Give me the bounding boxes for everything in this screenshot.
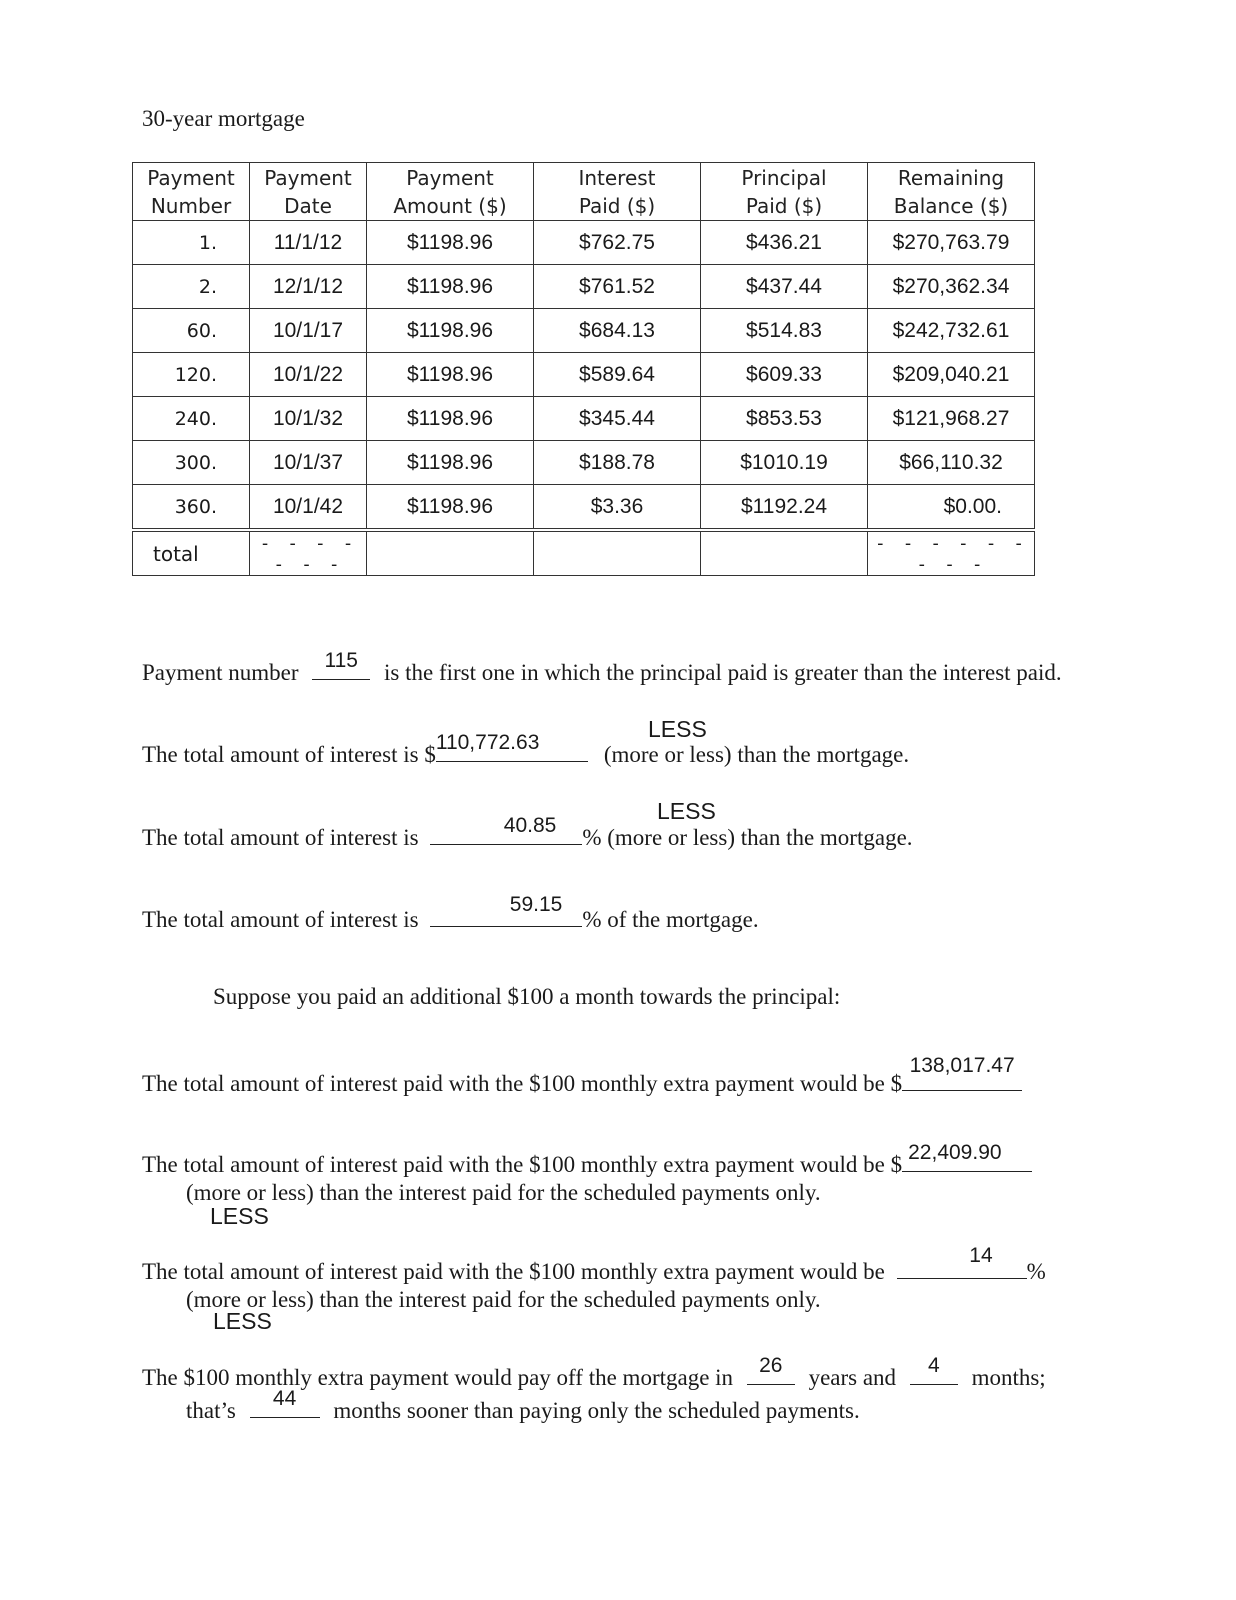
- q5-prefix: The total amount of interest paid with the $100 monthly extra payment would be $: [142, 1071, 903, 1096]
- cell-payment-date: 10/1/22: [250, 353, 367, 397]
- cell-interest-paid: $3.36: [534, 485, 701, 531]
- total-interest-paid-cell: [534, 530, 701, 576]
- q7-prefix: The total amount of interest paid with the $100 monthly extra payment would be: [142, 1259, 885, 1284]
- q2-above-answer: LESS: [648, 716, 707, 742]
- cell-remaining-balance: $209,040.21: [868, 353, 1035, 397]
- cell-payment-number: 240.: [133, 397, 250, 441]
- cell-payment-number: 360.: [133, 485, 250, 531]
- q8-line2: [186, 1387, 860, 1424]
- header-payment-number: [133, 163, 250, 221]
- total-principal-paid-cell: [701, 530, 868, 576]
- header-line: Payment: [406, 165, 494, 190]
- question-total-interest-percent-diff: [142, 814, 913, 851]
- header-interest-paid: [534, 163, 701, 221]
- table-row: [133, 265, 1035, 309]
- q8-months-answer: 4: [927, 1354, 940, 1377]
- header-line: Payment: [264, 165, 352, 190]
- table-row: [133, 221, 1035, 265]
- q8-months-blank[interactable]: [910, 1354, 958, 1385]
- q5-answer-blank[interactable]: [902, 1054, 1022, 1091]
- q8-part3: months;: [971, 1365, 1046, 1390]
- header-line: Amount ($): [393, 193, 507, 218]
- cell-payment-date: 10/1/42: [250, 485, 367, 531]
- q1-answer: 115: [324, 649, 358, 672]
- header-payment-date: [250, 163, 367, 221]
- q8-part2: years and: [808, 1365, 897, 1390]
- cell-interest-paid: $762.75: [534, 221, 701, 265]
- cell-remaining-balance: $0.00.: [868, 485, 1035, 531]
- cell-payment-amount: $1198.96: [367, 221, 534, 265]
- q4-suffix: % of the mortgage.: [582, 907, 759, 932]
- cell-payment-date: 10/1/32: [250, 397, 367, 441]
- cell-principal-paid: $609.33: [701, 353, 868, 397]
- cell-interest-paid: $188.78: [534, 441, 701, 485]
- cell-payment-number: 2.: [133, 265, 250, 309]
- cell-remaining-balance: $121,968.27: [868, 397, 1035, 441]
- q1-suffix: is the first one in which the principal paid is greater than the interest paid.: [384, 660, 1062, 685]
- q7-answer-blank[interactable]: [897, 1244, 1027, 1279]
- question-payment-number: [142, 649, 1062, 686]
- cell-payment-date: 10/1/17: [250, 309, 367, 353]
- q6-line2: (more or less) than the interest paid for the scheduled payments only.: [186, 1180, 821, 1205]
- cell-remaining-balance: $270,362.34: [868, 265, 1035, 309]
- cell-payment-amount: $1198.96: [367, 441, 534, 485]
- q3-answer-blank[interactable]: [430, 814, 582, 845]
- question-total-interest-dollars: [142, 731, 910, 768]
- cell-principal-paid: $1010.19: [701, 441, 868, 485]
- table-row: [133, 353, 1035, 397]
- cell-remaining-balance: $270,763.79: [868, 221, 1035, 265]
- q2-prefix: The total amount of interest is $: [142, 742, 436, 767]
- q1-prefix: Payment number: [142, 660, 299, 685]
- q8-years-blank[interactable]: [747, 1354, 795, 1385]
- header-principal-paid: [701, 163, 868, 221]
- cell-principal-paid: $853.53: [701, 397, 868, 441]
- document-title: 30-year mortgage: [142, 106, 305, 131]
- q3-prefix: The total amount of interest is: [142, 825, 419, 850]
- q2-suffix: (more or less) than the mortgage.: [603, 742, 910, 767]
- table-total-row: [133, 530, 1035, 576]
- q6-below-answer: LESS: [210, 1203, 269, 1229]
- header-line: Interest: [578, 165, 656, 190]
- question-extra-interest-diff-dollars: [142, 1141, 1032, 1178]
- cell-payment-number: 300.: [133, 441, 250, 485]
- table-row: [133, 441, 1035, 485]
- header-line: Remaining: [897, 165, 1005, 190]
- q5-answer: 138,017.47: [909, 1054, 1015, 1077]
- cell-remaining-balance: $242,732.61: [868, 309, 1035, 353]
- q6-answer: 22,409.90: [908, 1141, 1002, 1164]
- cell-interest-paid: $761.52: [534, 265, 701, 309]
- total-balance-dashes: - - - - - - - - -: [868, 530, 1035, 576]
- q7-suffix: %: [1026, 1259, 1046, 1284]
- header-line: Payment: [147, 165, 235, 190]
- cell-interest-paid: $345.44: [534, 397, 701, 441]
- q8-part1: The $100 monthly extra payment would pay off the mortgage in: [142, 1365, 734, 1390]
- cell-principal-paid: $514.83: [701, 309, 868, 353]
- table-header-row: [133, 163, 1035, 221]
- total-label: total: [133, 530, 250, 576]
- cell-principal-paid: $437.44: [701, 265, 868, 309]
- total-date-dashes: - - - - - - -: [250, 530, 367, 576]
- cell-interest-paid: $589.64: [534, 353, 701, 397]
- cell-principal-paid: $1192.24: [701, 485, 868, 531]
- q8-sooner-answer: 44: [272, 1387, 297, 1410]
- header-line: Paid ($): [578, 193, 656, 218]
- q2-answer: 110,772.63: [435, 731, 540, 754]
- q1-answer-blank[interactable]: [312, 649, 370, 680]
- cell-payment-number: 1.: [133, 221, 250, 265]
- mortgage-table: [132, 162, 1035, 576]
- cell-payment-amount: $1198.96: [367, 265, 534, 309]
- header-line: Paid ($): [745, 193, 823, 218]
- cell-payment-date: 12/1/12: [250, 265, 367, 309]
- header-line: Number: [150, 193, 232, 218]
- cell-payment-amount: $1198.96: [367, 309, 534, 353]
- total-payment-amount-cell: [367, 530, 534, 576]
- q3-answer: 40.85: [503, 814, 557, 837]
- q4-prefix: The total amount of interest is: [142, 907, 419, 932]
- q3-above-answer: LESS: [657, 798, 716, 824]
- q8-years-answer: 26: [759, 1354, 783, 1377]
- cell-principal-paid: $436.21: [701, 221, 868, 265]
- q6-answer-blank[interactable]: [902, 1141, 1032, 1172]
- header-remaining-balance: [868, 163, 1035, 221]
- cell-payment-number: 120.: [133, 353, 250, 397]
- header-payment-amount: [367, 163, 534, 221]
- cell-payment-amount: $1198.96: [367, 353, 534, 397]
- q8-sooner-blank[interactable]: [250, 1387, 320, 1418]
- table-row: [133, 397, 1035, 441]
- cell-payment-number: 60.: [133, 309, 250, 353]
- question-total-interest-percent-of: [142, 893, 759, 933]
- q8-line2-suffix: months sooner than paying only the scheduled payments.: [333, 1398, 860, 1423]
- q7-answer: 14: [969, 1244, 993, 1267]
- q4-answer: 59.15: [509, 893, 563, 916]
- q4-answer-blank[interactable]: [430, 893, 582, 927]
- cell-payment-amount: $1198.96: [367, 485, 534, 531]
- header-line: Balance ($): [893, 193, 1009, 218]
- question-extra-interest-diff-percent: [142, 1244, 1046, 1285]
- q3-suffix: % (more or less) than the mortgage.: [582, 825, 913, 850]
- cell-payment-date: 10/1/37: [250, 441, 367, 485]
- cell-interest-paid: $684.13: [534, 309, 701, 353]
- cell-remaining-balance: $66,110.32: [868, 441, 1035, 485]
- cell-payment-amount: $1198.96: [367, 397, 534, 441]
- q8-line2-prefix: that’s: [186, 1398, 236, 1423]
- q7-below-answer: LESS: [213, 1308, 272, 1334]
- table-row: [133, 485, 1035, 531]
- header-line: Principal: [741, 165, 827, 190]
- q6-prefix: The total amount of interest paid with the $100 monthly extra payment would be $: [142, 1152, 903, 1177]
- q2-answer-blank[interactable]: [435, 731, 588, 762]
- cell-payment-date: 11/1/12: [250, 221, 367, 265]
- header-line: Date: [284, 193, 332, 218]
- table-row: [133, 309, 1035, 353]
- extra-payment-intro: Suppose you paid an additional $100 a month towards the principal:: [213, 984, 841, 1009]
- q7-line2: (more or less) than the interest paid for the scheduled payments only.: [186, 1287, 821, 1312]
- question-extra-interest-total: [142, 1054, 1022, 1097]
